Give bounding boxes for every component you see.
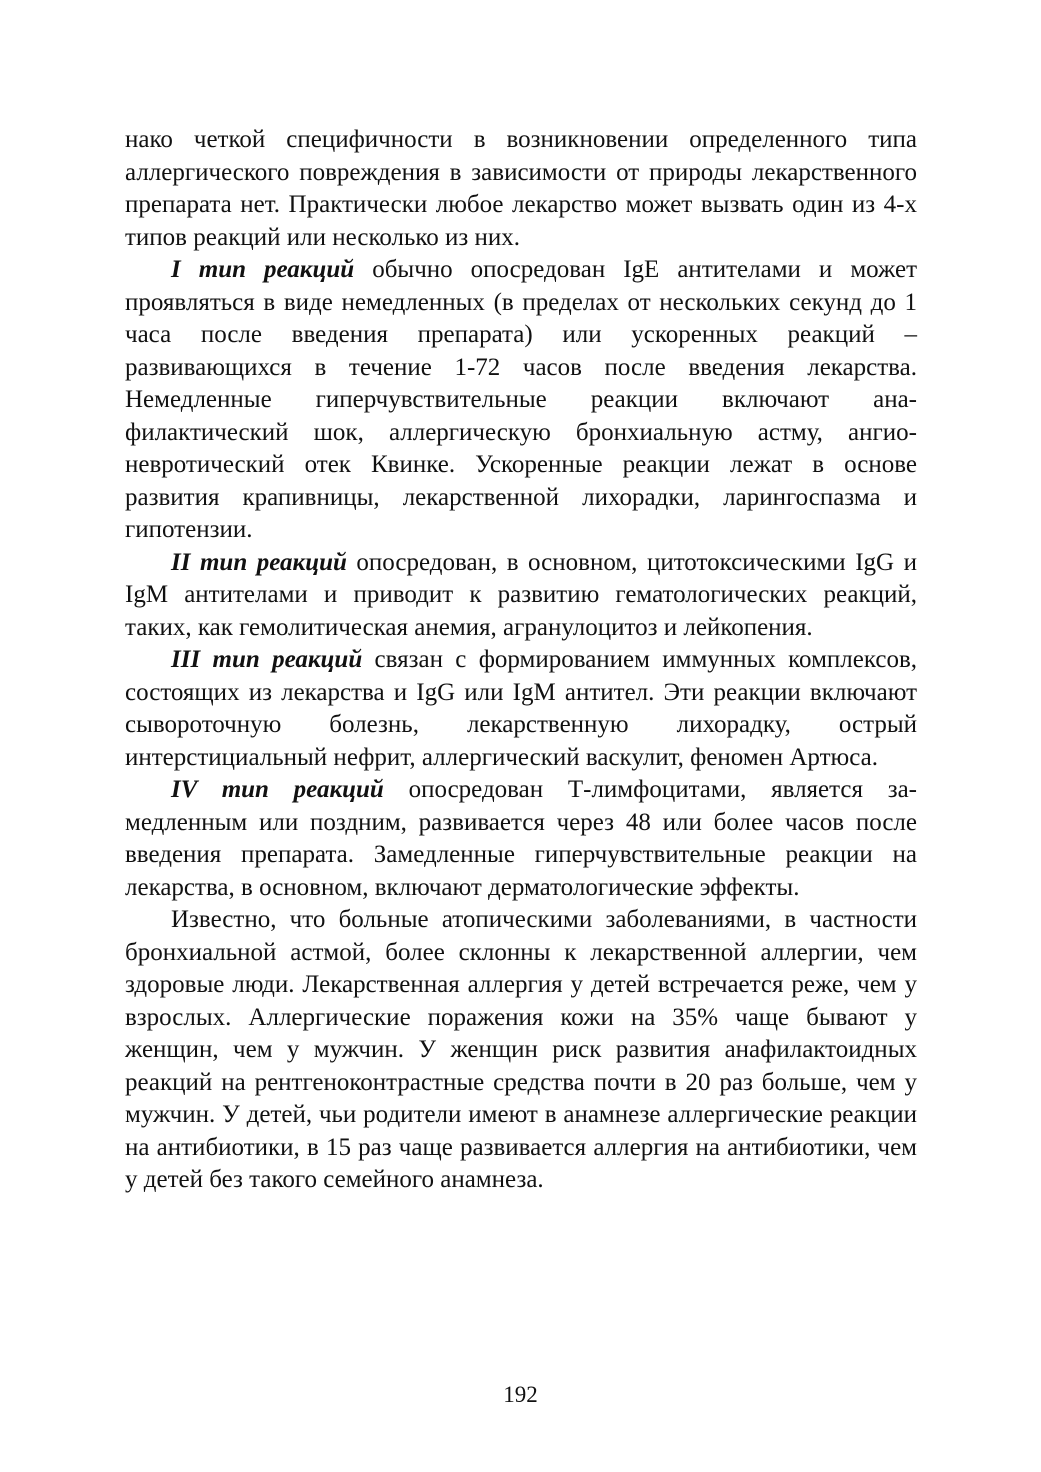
paragraph-text: связан с формированием иммунных комплексов, состоящих из лекарства и IgG или IgM антител. Эти реакции включают сывороточную болезнь, лекарственную лихорадку, острый интерстициальный нефрит, аллергический васкулит, феномен Артюса. [125, 646, 918, 771]
page-number: 192 [503, 1382, 538, 1407]
paragraph-lead: IV тип реакций [171, 776, 384, 803]
paragraph-type-2 [125, 547, 917, 645]
paragraph-text: опосредован Т-лимфоцитами, является замедленным или поздним, развивается через 48 или более часов после введения препарата. Замедленные гиперчувствительные реакции на лекарства, в основном, включают дерматологические эффекты. [125, 776, 917, 901]
paragraph-lead: III тип реакций [171, 646, 363, 673]
paragraph-lead: I тип реакций [171, 256, 355, 283]
body-text [125, 124, 917, 1197]
paragraph-type-3 [125, 644, 917, 774]
paragraph-type-4 [125, 774, 917, 904]
paragraph-text: Известно, что больные атопическими заболеваниями, в частности бронхиальной астмой, более склонны к лекарственной аллергии, чем здоровые люди. Лекарственная аллергия у детей встречается реже, чем у взрослых. Аллергические поражения кожи на 35% чаще бывают у женщин, чем у мужчин. У женщин риск развития анафилактоидных реакций на рентгеноконтрастные средства почти в 20 раз больше, чем у мужчин. У детей, чьи родители имеют в анамнезе аллергические реакции на антибиотики, в 15 раз чаще развивается аллергия на антибиотики, чем у детей без такого семейного анамнеза. [125, 906, 917, 1193]
paragraph-text: нако четкой специфичности в возникновении определенного типа аллергического повреждения в зависимости от природы лекарственного препарата нет. Практически любое лекарство может вызвать один из 4-х типов реакций или несколько из них. [125, 126, 917, 251]
paragraph-text: опосредован, в основном, цитотоксическими IgG и IgM антителами и приводит к развитию гематологических реакций, таких, как гемолитическая анемия, агранулоцитоз и лейкопения. [125, 548, 917, 641]
paragraph-continuation [125, 124, 917, 254]
paragraph-text: обычно опосредован IgE антителами и может проявляться в виде немедленных (в пределах от нескольких секунд до 1 часа после введения препарата) или ускоренных реакций – развивающихся в течение 1-72 часов после введения лекарства. Немедленные гиперчувствительные реакции включают анафилактический шок, аллергическую бронхиальную астму, ангионевротический отек Квинке. Ускоренные реакции лежат в основе развития крапивницы, лекарственной лихорадки, ларингоспазма и гипотензии. [125, 256, 917, 543]
paragraph-type-1 [125, 254, 917, 547]
paragraph-epidemiology [125, 904, 917, 1197]
paragraph-lead: II тип реакций [171, 548, 347, 576]
